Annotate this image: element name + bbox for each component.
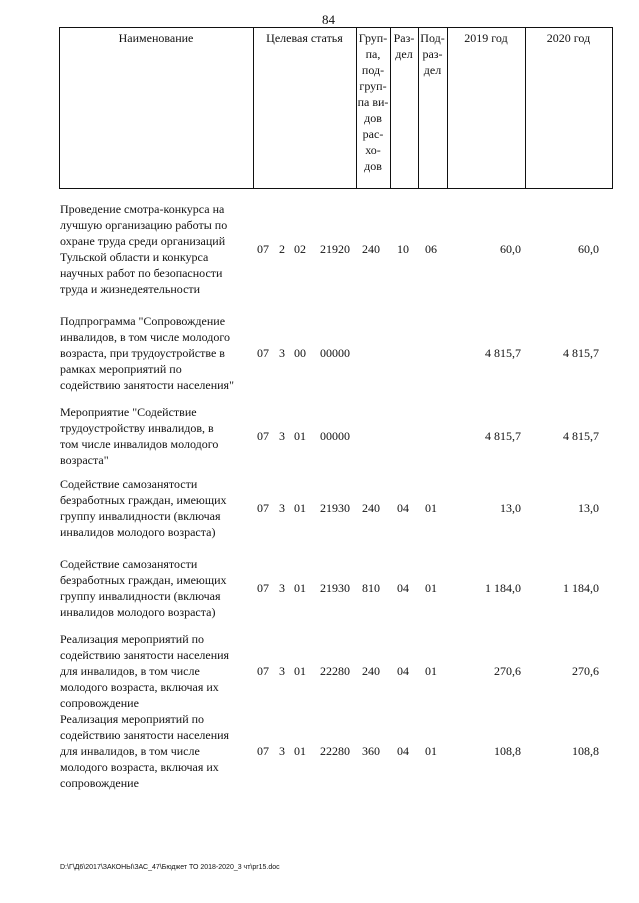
section-code: 04 bbox=[397, 744, 409, 758]
target-event-code: 01 bbox=[294, 581, 306, 595]
subsection-code: 01 bbox=[425, 664, 437, 678]
target-event-code: 01 bbox=[294, 501, 306, 515]
target-direction-code: 22280 bbox=[320, 664, 350, 678]
row-name: Содействие самозанятости безработных граждан, имеющих группу инвалидности (включая инвалидов молодого возраста) bbox=[60, 477, 227, 539]
amount-2020: 60,0 bbox=[578, 242, 599, 256]
subsection-code: 01 bbox=[425, 501, 437, 515]
amount-2019: 1 184,0 bbox=[485, 581, 521, 595]
header-target-article: Целевая статья bbox=[266, 31, 343, 45]
section-code: 04 bbox=[397, 664, 409, 678]
target-program-code: 07 bbox=[257, 242, 269, 256]
target-program-code: 07 bbox=[257, 744, 269, 758]
amount-2020: 4 815,7 bbox=[563, 346, 599, 360]
target-subprogram-code: 3 bbox=[279, 581, 285, 595]
subsection-code: 06 bbox=[425, 242, 437, 256]
target-direction-code: 00000 bbox=[320, 429, 350, 443]
section-code: 10 bbox=[397, 242, 409, 256]
amount-2019: 13,0 bbox=[500, 501, 521, 515]
expense-group-code: 810 bbox=[362, 581, 380, 595]
header-name: Наименование bbox=[118, 31, 194, 45]
section-code: 04 bbox=[397, 581, 409, 595]
amount-2019: 4 815,7 bbox=[485, 429, 521, 443]
target-event-code: 01 bbox=[294, 429, 306, 443]
target-program-code: 07 bbox=[257, 346, 269, 360]
page-number: 84 bbox=[322, 12, 335, 27]
amount-2019: 4 815,7 bbox=[485, 346, 521, 360]
target-program-code: 07 bbox=[257, 429, 269, 443]
table-row bbox=[59, 201, 613, 297]
target-direction-code: 22280 bbox=[320, 744, 350, 758]
target-event-code: 02 bbox=[294, 242, 306, 256]
target-subprogram-code: 3 bbox=[279, 664, 285, 678]
row-name: Реализация мероприятий по содействию занятости населения для инвалидов, в том числе молодого возраста, включая их сопровождение bbox=[60, 712, 230, 790]
header-expense-group: Груп- па, под- груп- па ви- дов рас- хо- дов bbox=[357, 31, 389, 173]
amount-2020: 13,0 bbox=[578, 501, 599, 515]
amount-2020: 1 184,0 bbox=[563, 581, 599, 595]
target-direction-code: 21930 bbox=[320, 581, 350, 595]
table-row bbox=[59, 313, 613, 393]
table-row bbox=[59, 404, 613, 468]
target-subprogram-code: 3 bbox=[279, 429, 285, 443]
table-row bbox=[59, 631, 613, 711]
amount-2019: 270,6 bbox=[494, 664, 521, 678]
target-direction-code: 21930 bbox=[320, 501, 350, 515]
target-program-code: 07 bbox=[257, 581, 269, 595]
subsection-code: 01 bbox=[425, 744, 437, 758]
row-name: Мероприятие "Содействие трудоустройству инвалидов, в том числе инвалидов молодого возраста" bbox=[60, 405, 219, 467]
row-name: Подпрограмма "Сопровождение инвалидов, в том числе молодого возраста, при трудоустройстве в рамках мероприятий по содействию занятости населения" bbox=[60, 314, 234, 392]
expense-group-code: 240 bbox=[362, 501, 380, 515]
row-name: Проведение смотра-конкурса на лучшую организацию работы по охране труда среди организаций Тульской области и конкурса научных работ по безопасности труда и жизнедеятельности bbox=[60, 202, 228, 296]
header-year-2019: 2019 год bbox=[464, 31, 508, 45]
expense-group-code: 240 bbox=[362, 664, 380, 678]
amount-2019: 108,8 bbox=[494, 744, 521, 758]
target-program-code: 07 bbox=[257, 501, 269, 515]
target-event-code: 01 bbox=[294, 664, 306, 678]
target-program-code: 07 bbox=[257, 664, 269, 678]
target-direction-code: 21920 bbox=[320, 242, 350, 256]
header-subsection: Под- раз- дел bbox=[420, 31, 445, 77]
expense-group-code: 240 bbox=[362, 242, 380, 256]
footer-file-path: D:\Г\Д6\2017\ЗАКОНЫ\ЗАС_47\Бюджет ТО 2018-2020_3 чт\pr15.doc bbox=[60, 864, 280, 871]
amount-2020: 4 815,7 bbox=[563, 429, 599, 443]
target-subprogram-code: 2 bbox=[279, 242, 285, 256]
amount-2020: 270,6 bbox=[572, 664, 599, 678]
target-event-code: 00 bbox=[294, 346, 306, 360]
row-name: Реализация мероприятий по содействию занятости населения для инвалидов, в том числе молодого возраста, включая их сопровождение bbox=[60, 632, 230, 710]
target-direction-code: 00000 bbox=[320, 346, 350, 360]
row-name: Содействие самозанятости безработных граждан, имеющих группу инвалидности (включая инвалидов молодого возраста) bbox=[60, 557, 227, 619]
target-subprogram-code: 3 bbox=[279, 346, 285, 360]
amount-2019: 60,0 bbox=[500, 242, 521, 256]
table-row bbox=[59, 711, 613, 791]
table-header bbox=[59, 27, 613, 189]
target-subprogram-code: 3 bbox=[279, 744, 285, 758]
target-event-code: 01 bbox=[294, 744, 306, 758]
expense-group-code: 360 bbox=[362, 744, 380, 758]
header-year-2020: 2020 год bbox=[546, 31, 591, 45]
table-row bbox=[59, 556, 613, 620]
header-section: Раз- дел bbox=[393, 31, 415, 61]
amount-2020: 108,8 bbox=[572, 744, 599, 758]
section-code: 04 bbox=[397, 501, 409, 515]
table-row bbox=[59, 476, 613, 540]
subsection-code: 01 bbox=[425, 581, 437, 595]
target-subprogram-code: 3 bbox=[279, 501, 285, 515]
